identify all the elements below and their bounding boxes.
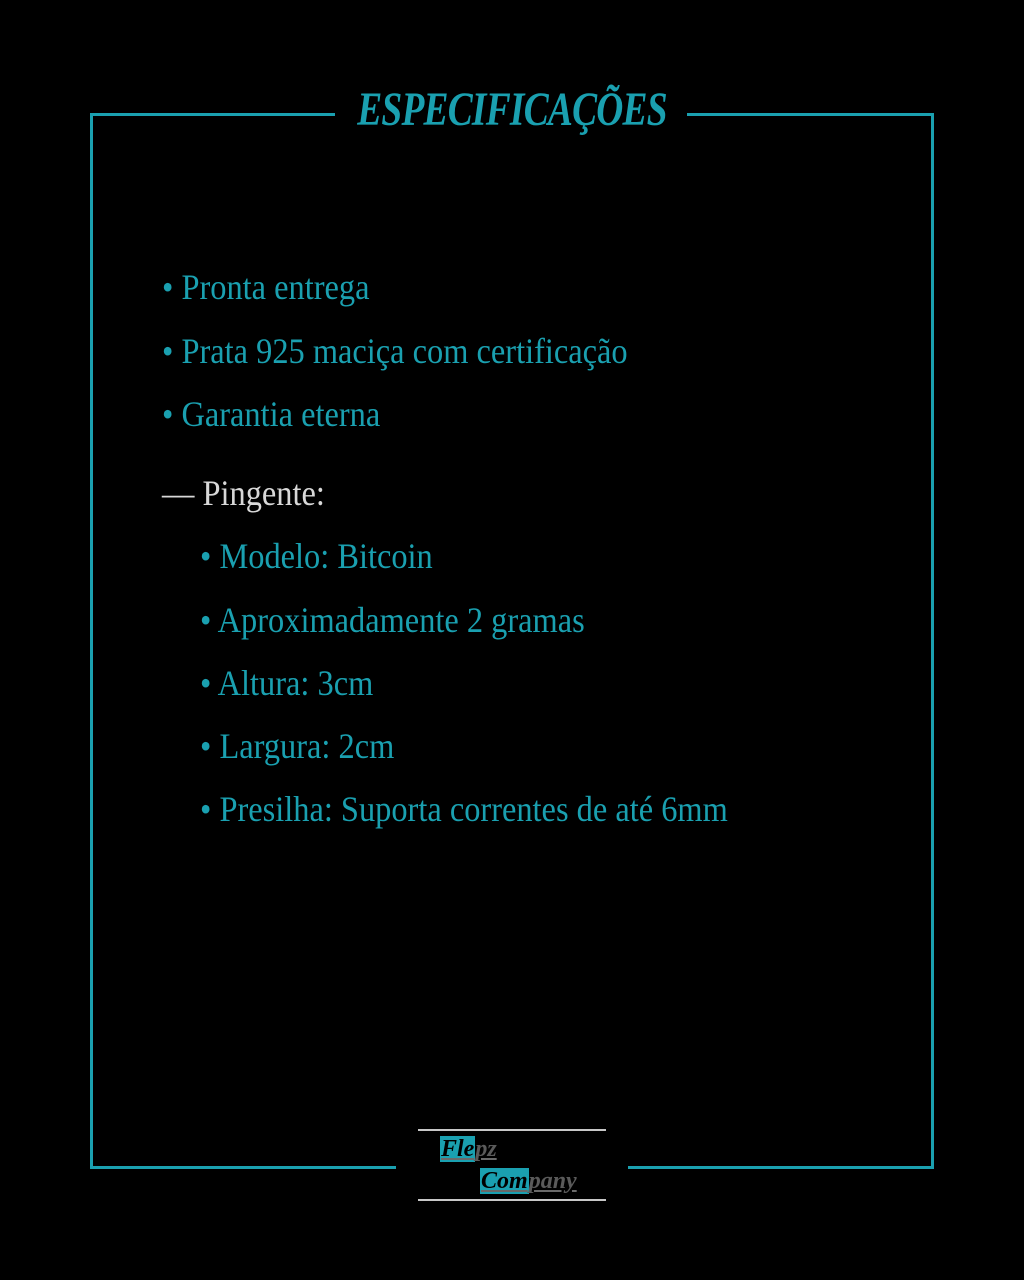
- logo-word-flepz-highlight: Fle: [441, 1136, 475, 1162]
- page-title: ESPECIFICAÇÕES: [357, 83, 667, 136]
- logo-bottom-rule: [418, 1199, 606, 1201]
- logo-word-company-rest: pany: [528, 1168, 577, 1194]
- spec-item-modelo: • Modelo: Bitcoin: [200, 536, 433, 576]
- spec-item-peso: • Aproximadamente 2 gramas: [200, 600, 585, 640]
- pingente-heading: — Pingente:: [162, 473, 325, 513]
- logo-word-company-highlight: Com: [481, 1168, 528, 1194]
- logo-word-flepz: [440, 1135, 497, 1163]
- spec-item-prata-925: • Prata 925 maciça com certificação: [162, 331, 628, 371]
- brand-logo: [418, 1129, 606, 1201]
- spec-item-garantia: • Garantia eterna: [162, 394, 381, 434]
- logo-word-company: [480, 1167, 577, 1195]
- spec-item-largura: • Largura: 2cm: [200, 726, 395, 766]
- spec-item-presilha: • Presilha: Suporta correntes de até 6mm: [200, 789, 728, 829]
- spec-item-altura: • Altura: 3cm: [200, 663, 374, 703]
- logo-top-rule: [418, 1129, 606, 1131]
- spec-item-pronta-entrega: • Pronta entrega: [162, 267, 370, 307]
- logo-word-flepz-rest: pz: [475, 1136, 497, 1162]
